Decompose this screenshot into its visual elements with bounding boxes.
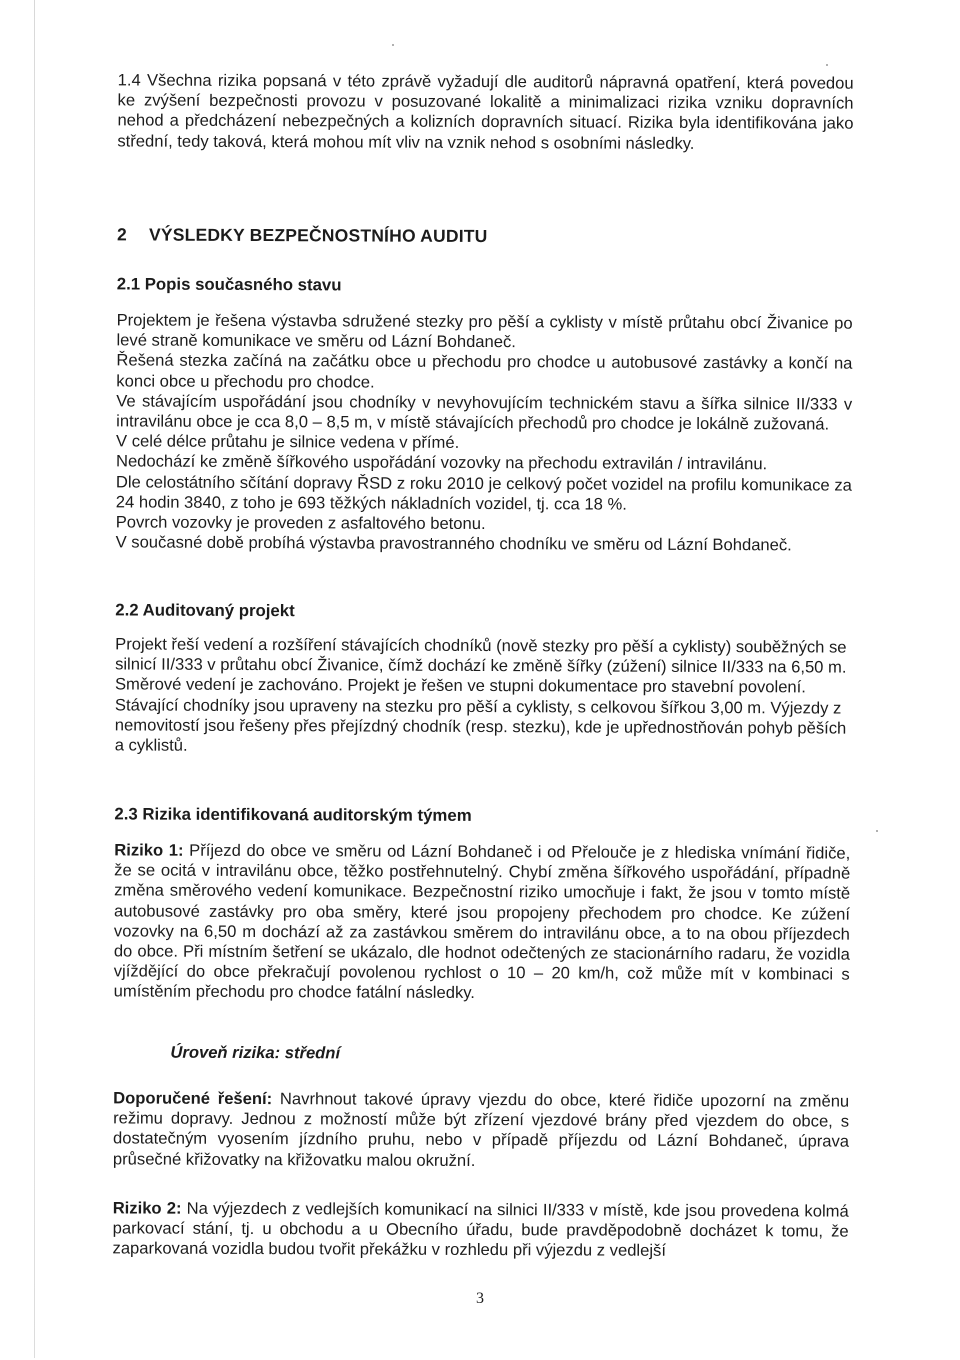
section-2-2-body [115,634,852,758]
section-2-2-heading: 2.2 Auditovaný projekt [115,600,295,621]
page-number: 3 [476,1290,484,1307]
risk-2-paragraph [113,1198,849,1262]
section-2-1-line: V současné době probíhá výstavba pravostranného chodníku ve směru od Lázní Bohdaneč. [115,532,792,555]
section-2-1-line: Povrch vozovky je proveden z asfaltového betonu. [115,512,486,534]
section-2-1-line: Dle celostátního sčítání dopravy ŘSD z roku 2010 je celkový počet vozidel na profilu komunikace za 24 hodin 3840, z toho je 693 těžkých nákladních vozidel, tj. cca 18 %. [115,472,852,514]
section-2-2-paragraph: Stávající chodníky jsou upraveny na stezku pro pěší a cyklisty, s celkovou šířkou 3,00 m. Výjezdy z nemovitostí jsou řešeny přes přejízdný chodník (resp. stezku), kde je upřednostňován pohyb pěších a cyklistů. [114,695,847,755]
section-2-1-line: V celé délce průtahu je silnice vedena v přímé. [116,431,460,453]
risk-1-label: Riziko 1: [114,840,184,860]
section-2-number: 2 [116,224,127,245]
risk-1-paragraph [114,840,851,1005]
solution-text: Navrhnout takové úpravy vjezdu do obce, které řidiče upozorní na změnu režimu dopravy. Jednou z možností může být zřízení vjezdové brány před vjezdem do obce, s dostatečným vyosením jízdního pruhu, nebo v případě příjezdu od Lázní Bohdaneč, úprava průsečné křižovatky na křižovatku malou okružní. [112,1089,850,1170]
solution-paragraph [113,1088,849,1172]
section-2-1-line: Ve stávajícím uspořádání jsou chodníky v nevyhovujícím technickém stavu a šířka silnice II/333 v intravilánu obce je cca 8,0 – 8,5 m, v místě stávajících přechodů pro chodce je lokálně zužovaná. [116,391,853,434]
section-2-1-line: Řešená stezka začíná na začátku obce u přechodu pro chodce u autobusové zastávky a končí na konci obce u přechodu pro chodce. [116,350,853,392]
section-2-1-line: Nedochází ke změně šířkového uspořádání vozovky na přechodu extravilán / intravilánu. [115,451,768,474]
section-2-2-paragraph: Projekt řeší vedení a rozšíření stávajících chodníků (nově stezky pro pěší a cyklisty) souběžných se silnicí II/333 v průtahu obcí Živanice, čímž dochází ke změně šířky (zúžení) silnice II/333 na 6,50 m. Směrové vedení je zachováno. Projekt je řešen ve stupni dokumentace pro stavební povolení. [114,634,847,697]
solution-label: Doporučené řešení: [113,1088,273,1109]
section-2-heading [117,224,488,247]
risk-2-label: Riziko 2: [112,1198,182,1218]
section-2-3-heading: 2.3 Rizika identifikovaná auditorským týmem [114,804,472,825]
intro-paragraph: 1.4 Všechna rizika popsaná v této zprávě vyžadují dle auditorů nápravná opatření, která povedou ke zvýšení bezpečnosti provozu v posuzované lokalitě a minimalizaci rizika vzniku dopravních nehod a předcházení nebezpečných a kolizních dopravních situací. Rizika byla identifikována jako střední, tedy taková, která mohou mít vliv na vznik nehod s osobními následky. [117,70,854,153]
risk-1-level: Úroveň rizika: střední [170,1042,341,1063]
section-2-title: VÝSLEDKY BEZPEČNOSTNÍHO AUDITU [148,224,488,247]
section-2-1-line: Projektem je řešena výstavba sdružené stezky pro pěší a cyklisty v místě průtahu obcí Živanice po levé straně komunikace ve směru od Lázní Bohdaneč. [116,310,853,352]
risk-2-text: Na výjezdech z vedlejších komunikací na silnici II/333 v místě, kde jsou provedena kolmá parkovací stání, tj. u obchodu a u Obecního úřadu, bude pravděpodobně docházet k tomu, že zaparkovaná vozidla budou tvořit překážku v rozhledu při výjezdu z vedlejší [112,1198,849,1261]
risk-1-text: Příjezd do obce ve směru od Lázní Bohdaneč i od Přelouče je z hlediska vnímání řidiče, že se ocitá v intravilánu obce, těžko postřehnutelný. Chybí změna šířkového uspořádání, případně změna směrového vedení komunikace. Bezpečnostní riziko umocňuje i fakt, že jsou v tomto místě autobusové zastávky pro oba směry, které jsou propojeny přechodem pro chodce. Ke zúžení vozovky na 6,50 m dochází až za zastávkou směrem do intravilánu obce, a to na obou příjezdech do obce. Při místním šetření se ukázalo, dle hodnot odečtených ze stacionárního radaru, že vozidla vjíždějící do obce překračují povolenou rychlost o 10 – 20 km/h, což může mít v kombinaci s umístěním přechodu pro chodce fatální následky. [113,840,851,1003]
section-2-1-body [116,310,853,556]
section-2-1-heading: 2.1 Popis současného stavu [116,274,342,295]
